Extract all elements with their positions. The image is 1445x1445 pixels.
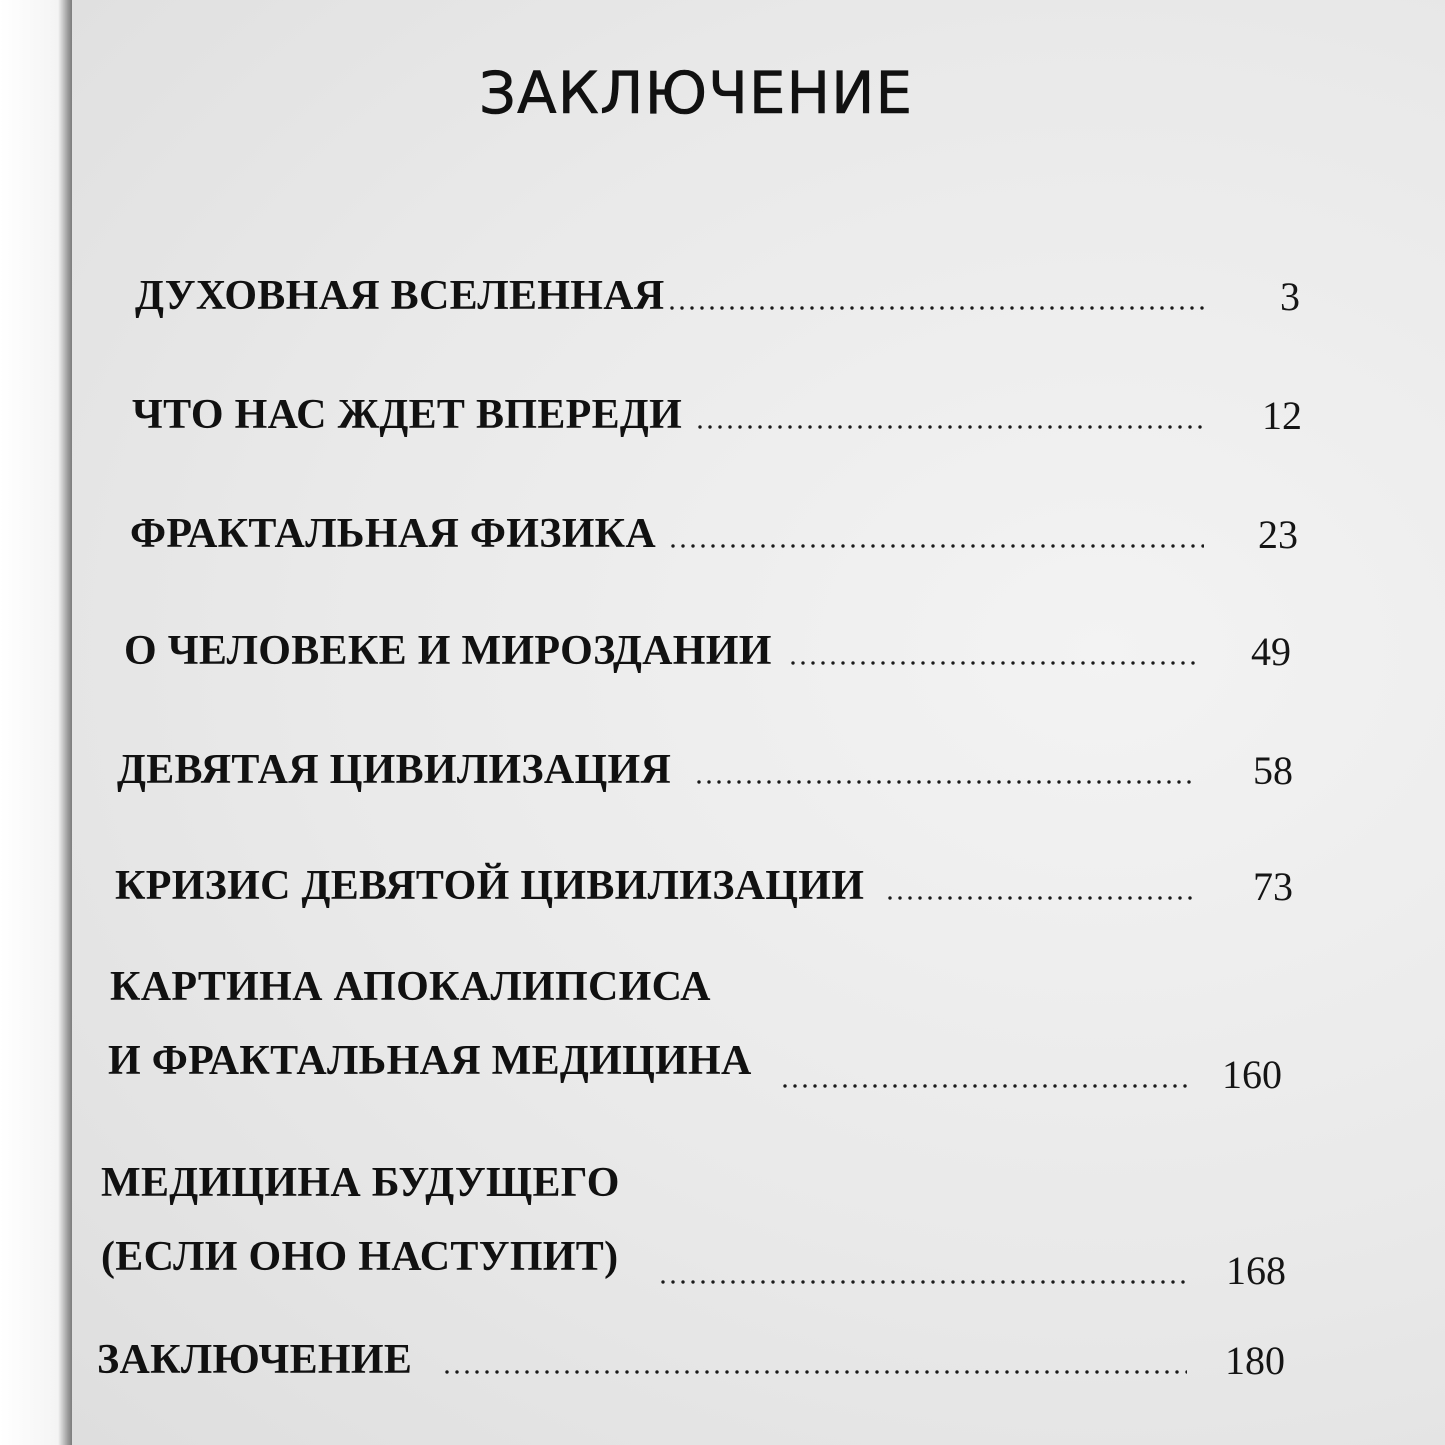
toc-entry — [132, 385, 1307, 445]
toc-entry — [115, 856, 1300, 916]
toc-entry — [108, 964, 1298, 1104]
toc-page-number: 73 — [1253, 864, 1293, 909]
toc-entry-title — [132, 391, 682, 439]
toc-leader-dots — [780, 1082, 1190, 1090]
toc-page-number: 160 — [1222, 1052, 1282, 1097]
toc-entry-title-line: О ЧЕЛОВЕКЕ И МИРОЗДАНИИ — [124, 628, 772, 674]
toc-page-number: 49 — [1251, 629, 1291, 674]
toc-entry-title-line: ДЕВЯТАЯ ЦИВИЛИЗАЦИЯ — [117, 747, 672, 793]
toc-leader-dots — [667, 304, 1207, 312]
toc-leader-dots — [442, 1368, 1187, 1376]
toc-entry-title — [117, 746, 671, 794]
toc-page-number: 58 — [1253, 748, 1293, 793]
toc-entry-title-line: (ЕСЛИ ОНО НАСТУПИТ) — [101, 1234, 619, 1280]
toc-entry-title — [108, 950, 752, 1098]
toc-leader-dots — [885, 894, 1195, 902]
toc-entry-title-line: КАРТИНА АПОКАЛИПСИСА — [110, 964, 711, 1010]
toc-entry-title-line: И ФРАКТАЛЬНАЯ МЕДИЦИНА — [108, 1038, 752, 1084]
toc-entry-title-line: ЧТО НАС ЖДЕТ ВПЕРЕДИ — [132, 392, 683, 438]
toc-entry-title — [97, 1336, 412, 1384]
toc-page-number: 180 — [1225, 1338, 1285, 1383]
toc-entry-title — [115, 862, 864, 910]
toc-leader-dots — [658, 1278, 1190, 1286]
page-gutter-shadow — [0, 0, 72, 1445]
toc-entry-title — [135, 272, 664, 320]
toc-entry-title-line: ФРАКТАЛЬНАЯ ФИЗИКА — [130, 511, 657, 557]
toc-entry — [117, 740, 1302, 800]
toc-leader-dots — [694, 778, 1196, 786]
toc-entry-title — [124, 627, 772, 675]
toc-page-number: 3 — [1280, 274, 1300, 319]
toc-entry-title — [101, 1146, 620, 1294]
toc-page-number: 23 — [1258, 512, 1298, 557]
toc-entry-title-line: МЕДИЦИНА БУДУЩЕГО — [101, 1160, 620, 1206]
toc-entry-title-line: ЗАКЛЮЧЕНИЕ — [97, 1337, 413, 1383]
toc-leader-dots — [695, 423, 1207, 431]
toc-page-number: 168 — [1226, 1248, 1286, 1293]
toc-leader-dots — [668, 542, 1204, 550]
toc-entry-title-line: КРИЗИС ДЕВЯТОЙ ЦИВИЛИЗАЦИИ — [115, 863, 865, 909]
toc-entry — [135, 266, 1310, 326]
toc-entry — [130, 504, 1305, 564]
toc-entry — [124, 621, 1304, 681]
toc-entry-title-line: ДУХОВНАЯ ВСЕЛЕННАЯ — [135, 273, 665, 319]
page-heading: ЗАКЛЮЧЕНИЕ — [478, 58, 914, 127]
toc-page-number: 12 — [1262, 393, 1302, 438]
toc-entry — [101, 1160, 1296, 1300]
toc-entry — [97, 1330, 1292, 1390]
toc-leader-dots — [788, 659, 1200, 667]
toc-entry-title — [130, 510, 656, 558]
